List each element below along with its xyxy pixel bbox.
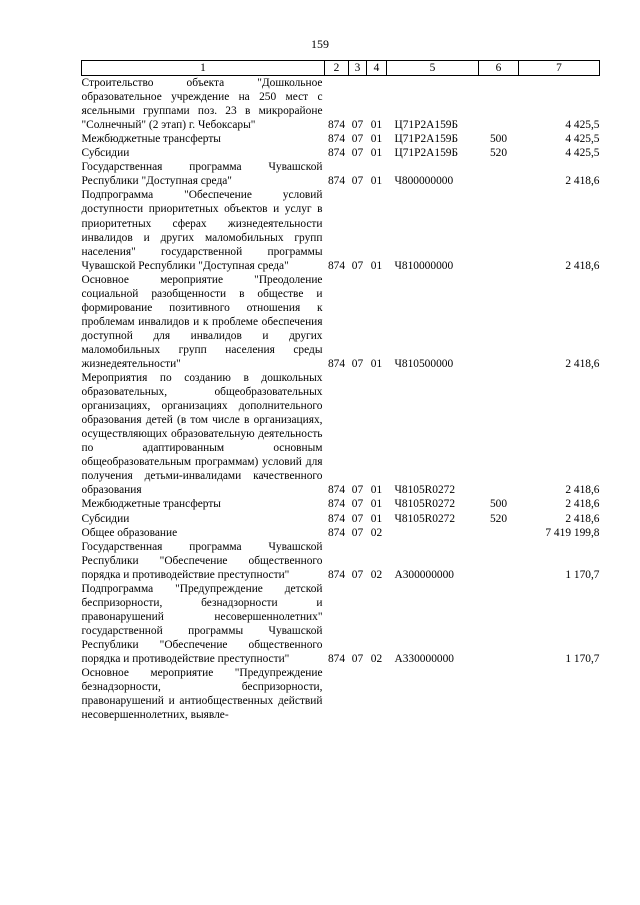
grbs-code-cell: 874 — [327, 484, 346, 497]
section-code-cell: 07 — [351, 259, 364, 272]
expense-type-code-cell: 520 — [489, 512, 508, 525]
table-row — [82, 273, 600, 371]
expense-type-code-cell — [479, 526, 519, 540]
grbs-code-cell: 874 — [327, 259, 346, 272]
table-row — [82, 512, 600, 526]
subsection-code-cell: 02 — [370, 652, 383, 665]
table-row — [82, 540, 600, 582]
target-article-code-cell: Ц71Р2А159Б — [394, 119, 458, 132]
header-cell: 1 — [82, 61, 325, 76]
grbs-code-cell: 874 — [327, 652, 346, 665]
section-code-cell: 07 — [351, 652, 364, 665]
grbs-code-cell: 874 — [327, 568, 346, 581]
row-name-cell: Подпрограмма "Предупреждение детской беспризорности, безнадзорности и правонарушений несовершеннолетних" государственной программы Чувашской Республики "Обеспечение общественного порядка и противодействие преступности" — [81, 582, 323, 665]
budget-table — [81, 60, 600, 722]
subsection-code-cell: 01 — [370, 512, 383, 525]
target-article-code-cell: Ч810500000 — [394, 357, 454, 370]
target-article-code-cell — [387, 666, 479, 722]
header-cell: 4 — [367, 61, 387, 76]
table-row — [82, 76, 600, 133]
table-row — [82, 371, 600, 497]
page-number: 159 — [311, 37, 329, 51]
target-article-code-cell: А330000000 — [394, 652, 454, 665]
grbs-code-cell: 874 — [327, 147, 346, 160]
section-code-cell: 07 — [351, 147, 364, 160]
row-name-cell: Общее образование — [81, 526, 178, 539]
header-cell: 6 — [479, 61, 519, 76]
expense-type-code-cell — [479, 540, 519, 582]
header-cell: 7 — [519, 61, 600, 76]
expense-type-code-cell: 520 — [489, 147, 508, 160]
subsection-code-cell — [367, 666, 387, 722]
amount-cell: 4 425,5 — [565, 147, 600, 160]
expense-type-code-cell — [479, 76, 519, 133]
amount-cell: 2 418,6 — [565, 512, 600, 525]
amount-cell: 7 419 199,8 — [545, 526, 600, 539]
amount-cell — [519, 666, 600, 722]
header-cell: 3 — [349, 61, 367, 76]
row-name-cell: Строительство объекта "Дошкольное образовательное учреждение на 250 мест с ясельными группами поз. 23 в микрорайоне "Солнечный" (2 этап) г. Чебоксары" — [81, 77, 323, 132]
section-code-cell: 07 — [351, 133, 364, 146]
expense-type-code-cell — [479, 582, 519, 666]
grbs-code-cell: 874 — [327, 512, 346, 525]
section-code-cell — [349, 666, 367, 722]
target-article-code-cell — [387, 526, 479, 540]
row-name-cell: Межбюджетные трансферты — [81, 133, 221, 146]
subsection-code-cell: 01 — [370, 484, 383, 497]
grbs-code-cell: 874 — [327, 526, 346, 539]
amount-cell: 2 418,6 — [565, 484, 600, 497]
row-name-cell: Межбюджетные трансферты — [81, 498, 221, 511]
header-cell: 5 — [387, 61, 479, 76]
target-article-code-cell: А300000000 — [394, 568, 454, 581]
row-name-cell: Основное мероприятие "Преодоление социальной разобщенности в обществе и формирование позитивного отношения к проблемам инвалидов и к проблеме обеспечения доступной для инвалидов и других маломобильных групп населения среды жизнедеятельности" — [81, 273, 323, 370]
table-row — [82, 146, 600, 160]
subsection-code-cell: 01 — [370, 498, 383, 511]
row-name-cell: Государственная программа Чувашской Республики "Обеспечение общественного порядка и противодействие преступности" — [81, 540, 323, 581]
table-row — [82, 188, 600, 272]
row-name-cell: Основное мероприятие "Предупреждение безнадзорности, беспризорности, правонарушений и антиобщественных действий несовершеннолетних, выявле- — [81, 667, 323, 722]
section-code-cell: 07 — [351, 357, 364, 370]
grbs-code-cell: 874 — [327, 119, 346, 132]
grbs-code-cell: 874 — [327, 498, 346, 511]
section-code-cell: 07 — [351, 498, 364, 511]
expense-type-code-cell — [479, 188, 519, 272]
amount-cell: 1 170,7 — [565, 652, 600, 665]
amount-cell: 1 170,7 — [565, 568, 600, 581]
expense-type-code-cell — [479, 371, 519, 497]
grbs-code-cell: 874 — [327, 357, 346, 370]
target-article-code-cell: Ц71Р2А159Б — [394, 133, 458, 146]
grbs-code-cell: 874 — [327, 175, 346, 188]
section-code-cell: 07 — [351, 568, 364, 581]
expense-type-code-cell — [479, 666, 519, 722]
amount-cell: 4 425,5 — [565, 133, 600, 146]
table-row — [82, 497, 600, 511]
target-article-code-cell: Ц71Р2А159Б — [394, 147, 458, 160]
table-row — [82, 582, 600, 666]
expense-type-code-cell — [479, 273, 519, 371]
amount-cell: 4 425,5 — [565, 119, 600, 132]
target-article-code-cell: Ч810000000 — [394, 259, 454, 272]
header-cell: 2 — [325, 61, 349, 76]
subsection-code-cell: 01 — [370, 175, 383, 188]
section-code-cell: 07 — [351, 512, 364, 525]
row-name-cell: Субсидии — [81, 512, 130, 525]
subsection-code-cell: 01 — [370, 147, 383, 160]
table-row — [82, 526, 600, 540]
amount-cell: 2 418,6 — [565, 498, 600, 511]
column-number-header — [82, 61, 600, 76]
amount-cell: 2 418,6 — [565, 259, 600, 272]
subsection-code-cell: 01 — [370, 357, 383, 370]
row-name-cell: Мероприятия по созданию в дошкольных образовательных, общеобразовательных организациях, организациях дополнительного образования детей (в том числе в организациях, осуществляющих образовательную деятельность по адаптированным основным общеобразовательным программам) условий для получения детьми-инвалидами качественного образования — [81, 372, 323, 497]
table-row — [82, 132, 600, 146]
expense-type-code-cell: 500 — [489, 133, 508, 146]
row-name-cell: Подпрограмма "Обеспечение условий доступности приоритетных объектов и услуг в приоритетных сферах жизнедеятельности инвалидов и других маломобильных групп населения" государственной программы Чувашской Республики "Доступная среда" — [81, 189, 323, 272]
subsection-code-cell: 02 — [370, 526, 383, 539]
subsection-code-cell: 01 — [370, 119, 383, 132]
budget-table-body — [82, 61, 600, 723]
grbs-code-cell — [325, 666, 349, 722]
expense-type-code-cell — [479, 160, 519, 188]
amount-cell: 2 418,6 — [565, 175, 600, 188]
section-code-cell: 07 — [351, 119, 364, 132]
table-row — [82, 160, 600, 188]
amount-cell: 2 418,6 — [565, 357, 600, 370]
expense-type-code-cell: 500 — [489, 498, 508, 511]
row-name-cell: Государственная программа Чувашской Республики "Доступная среда" — [81, 161, 323, 188]
target-article-code-cell: Ч8105R0272 — [394, 484, 456, 497]
subsection-code-cell: 02 — [370, 568, 383, 581]
section-code-cell: 07 — [351, 526, 364, 539]
target-article-code-cell: Ч800000000 — [394, 175, 454, 188]
section-code-cell: 07 — [351, 484, 364, 497]
subsection-code-cell: 01 — [370, 133, 383, 146]
subsection-code-cell: 01 — [370, 259, 383, 272]
row-name-cell: Субсидии — [81, 147, 130, 160]
section-code-cell: 07 — [351, 175, 364, 188]
grbs-code-cell: 874 — [327, 133, 346, 146]
table-row — [82, 666, 600, 722]
target-article-code-cell: Ч8105R0272 — [394, 512, 456, 525]
target-article-code-cell: Ч8105R0272 — [394, 498, 456, 511]
